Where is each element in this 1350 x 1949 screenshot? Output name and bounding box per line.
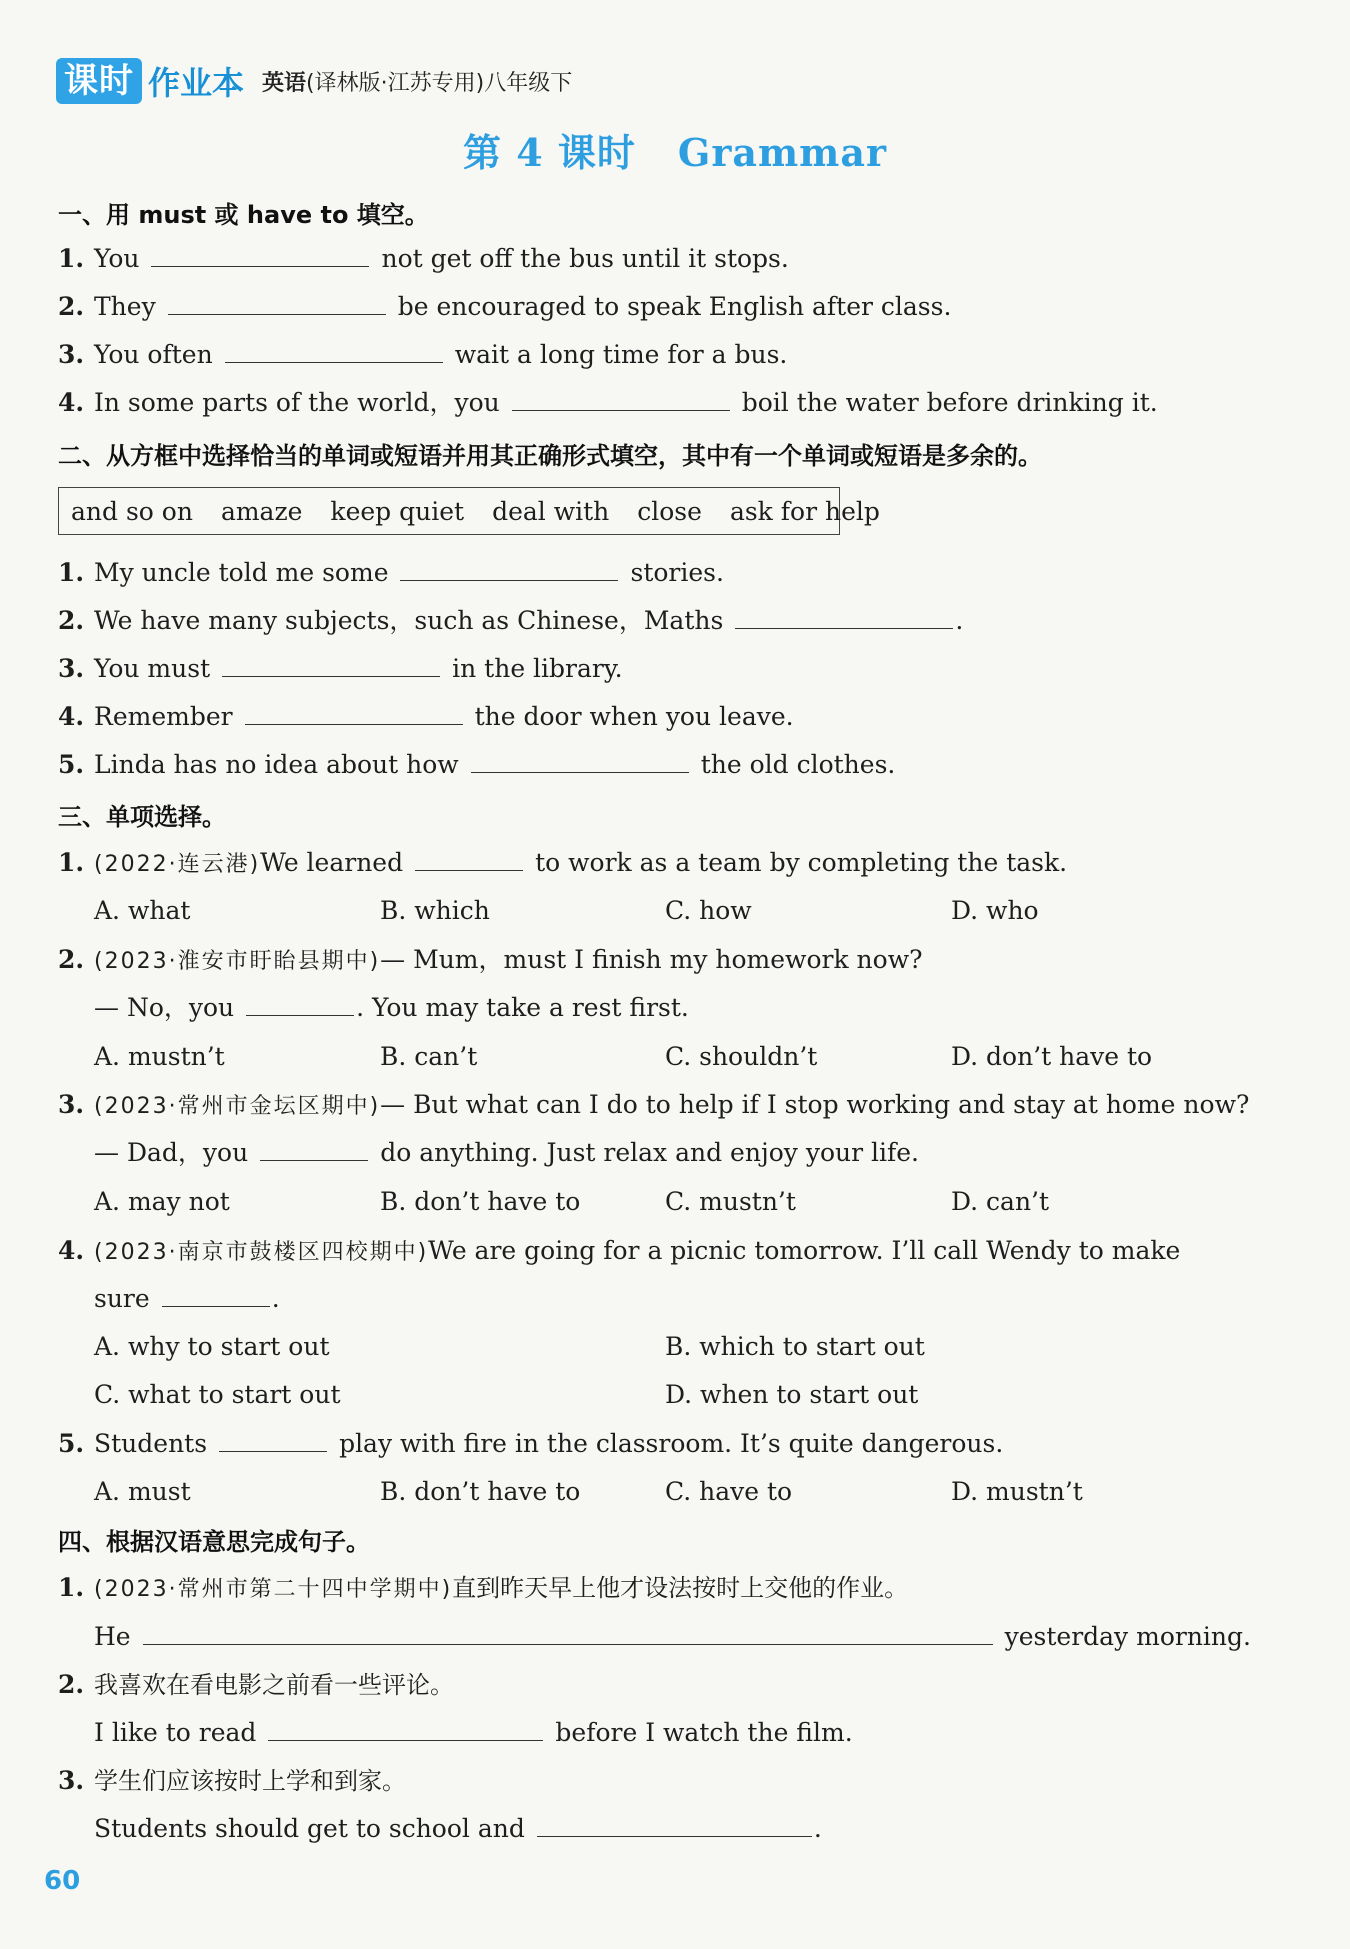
logo (56, 58, 244, 104)
word-box (58, 487, 880, 535)
answer-blank[interactable] (222, 652, 440, 677)
subject-label: 英语(译林版·江苏专用)八年级下 (262, 70, 573, 96)
s1-q4: 4. In some parts of the world，you boil the water before drinking it. (58, 388, 1158, 417)
answer-blank[interactable] (400, 556, 618, 581)
section-4-heading: 四、根据汉语意思完成句子。 (58, 1528, 370, 1556)
answer-blank[interactable] (246, 991, 354, 1016)
s1-q3: 3. You often wait a long time for a bus. (58, 340, 788, 369)
s4-q2-answer: I like to read before I watch the film. (94, 1718, 853, 1747)
s3-q1: 1. (2022·连云港)We learned to work as a team by completing the task. (58, 848, 1068, 877)
s3-q3-option-a[interactable]: A. may not (94, 1187, 230, 1216)
answer-blank[interactable] (268, 1716, 543, 1741)
s3-q1-option-a[interactable]: A. what (94, 896, 191, 925)
s3-q1-option-b[interactable]: B. which (380, 896, 490, 925)
section-1-heading: 一、用 must 或 have to 填空。 (58, 201, 429, 229)
answer-blank[interactable] (245, 700, 463, 725)
word-option: and so on (71, 496, 193, 526)
s3-q2-option-c[interactable]: C. shouldn’t (665, 1042, 818, 1071)
s3-q2-option-b[interactable]: B. can’t (380, 1042, 478, 1071)
s3-q4-option-b[interactable]: B. which to start out (665, 1332, 925, 1361)
page-number: 60 (44, 1866, 81, 1896)
word-option: close (637, 496, 702, 526)
answer-blank[interactable] (735, 604, 953, 629)
s3-q4: 4. (2023·南京市鼓楼区四校期中)We are going for a picnic tomorrow. I’ll call Wendy to make (58, 1236, 1181, 1265)
s4-q2: 2. 我喜欢在看电影之前看一些评论。 (58, 1670, 454, 1699)
s3-q5-option-a[interactable]: A. must (94, 1477, 191, 1506)
answer-blank[interactable] (260, 1136, 368, 1161)
s2-q4: 4. Remember the door when you leave. (58, 702, 794, 731)
logo-main: 课时 (56, 58, 142, 104)
s3-q4-line2: sure . (94, 1284, 280, 1313)
s4-q1: 1. (2023·常州市第二十四中学期中)直到昨天早上他才设法按时上交他的作业。 (58, 1573, 909, 1602)
logo-sub: 作业本 (148, 64, 245, 102)
s2-q3: 3. You must in the library. (58, 654, 623, 683)
s2-q2: 2. We have many subjects，such as Chinese，Maths . (58, 606, 964, 635)
s3-q2-option-a[interactable]: A. mustn’t (94, 1042, 225, 1071)
s3-q3: 3. (2023·常州市金坛区期中)— But what can I do to help if I stop working and stay at home now? (58, 1090, 1250, 1119)
s3-q2: 2. (2023·淮安市盱眙县期中)— Mum，must I finish my homework now? (58, 945, 923, 974)
section-2-heading: 二、从方框中选择恰当的单词或短语并用其正确形式填空，其中有一个单词或短语是多余的。 (58, 442, 1042, 470)
answer-blank[interactable] (219, 1427, 327, 1452)
s4-q3-answer: Students should get to school and . (94, 1814, 822, 1843)
answer-blank[interactable] (471, 748, 689, 773)
s2-q1: 1. My uncle told me some stories. (58, 558, 724, 587)
s1-q2: 2. They be encouraged to speak English after class. (58, 292, 952, 321)
answer-blank[interactable] (143, 1620, 993, 1645)
s3-q4-option-d[interactable]: D. when to start out (665, 1380, 919, 1409)
s3-q5-option-b[interactable]: B. don’t have to (380, 1477, 581, 1506)
word-option: ask for help (729, 496, 880, 526)
s3-q5: 5. Students play with fire in the classroom. It’s quite dangerous. (58, 1429, 1004, 1458)
s3-q2-option-d[interactable]: D. don’t have to (951, 1042, 1153, 1071)
s3-q1-option-c[interactable]: C. how (665, 896, 752, 925)
header (56, 56, 572, 106)
lesson-title (0, 122, 1350, 177)
answer-blank[interactable] (537, 1812, 812, 1837)
answer-blank[interactable] (151, 242, 369, 267)
s3-q5-option-d[interactable]: D. mustn’t (951, 1477, 1083, 1506)
word-option: amaze (220, 496, 303, 526)
answer-blank[interactable] (225, 338, 443, 363)
answer-blank[interactable] (168, 290, 386, 315)
lesson-number: 第 4 课时 (462, 130, 636, 175)
s2-q5: 5. Linda has no idea about how the old clothes. (58, 750, 896, 779)
s3-q3-option-b[interactable]: B. don’t have to (380, 1187, 581, 1216)
s3-q3-option-c[interactable]: C. mustn’t (665, 1187, 796, 1216)
s3-q3-line2: — Dad，you do anything. Just relax and enjoy your life. (94, 1138, 919, 1167)
s3-q4-option-c[interactable]: C. what to start out (94, 1380, 341, 1409)
s3-q1-option-d[interactable]: D. who (951, 896, 1039, 925)
answer-blank[interactable] (162, 1282, 270, 1307)
s3-q2-line2: — No，you . You may take a rest first. (94, 993, 689, 1022)
s4-q1-answer: He yesterday morning. (94, 1622, 1251, 1651)
lesson-topic: Grammar (677, 130, 888, 175)
word-option: deal with (492, 496, 610, 526)
answer-blank[interactable] (415, 846, 523, 871)
section-3-heading: 三、单项选择。 (58, 803, 226, 831)
word-option: keep quiet (330, 496, 465, 526)
s3-q4-option-a[interactable]: A. why to start out (94, 1332, 330, 1361)
s1-q1: 1. You not get off the bus until it stops. (58, 244, 789, 273)
s3-q5-option-c[interactable]: C. have to (665, 1477, 793, 1506)
s4-q3: 3. 学生们应该按时上学和到家。 (58, 1766, 406, 1795)
answer-blank[interactable] (512, 386, 730, 411)
s3-q3-option-d[interactable]: D. can’t (951, 1187, 1050, 1216)
